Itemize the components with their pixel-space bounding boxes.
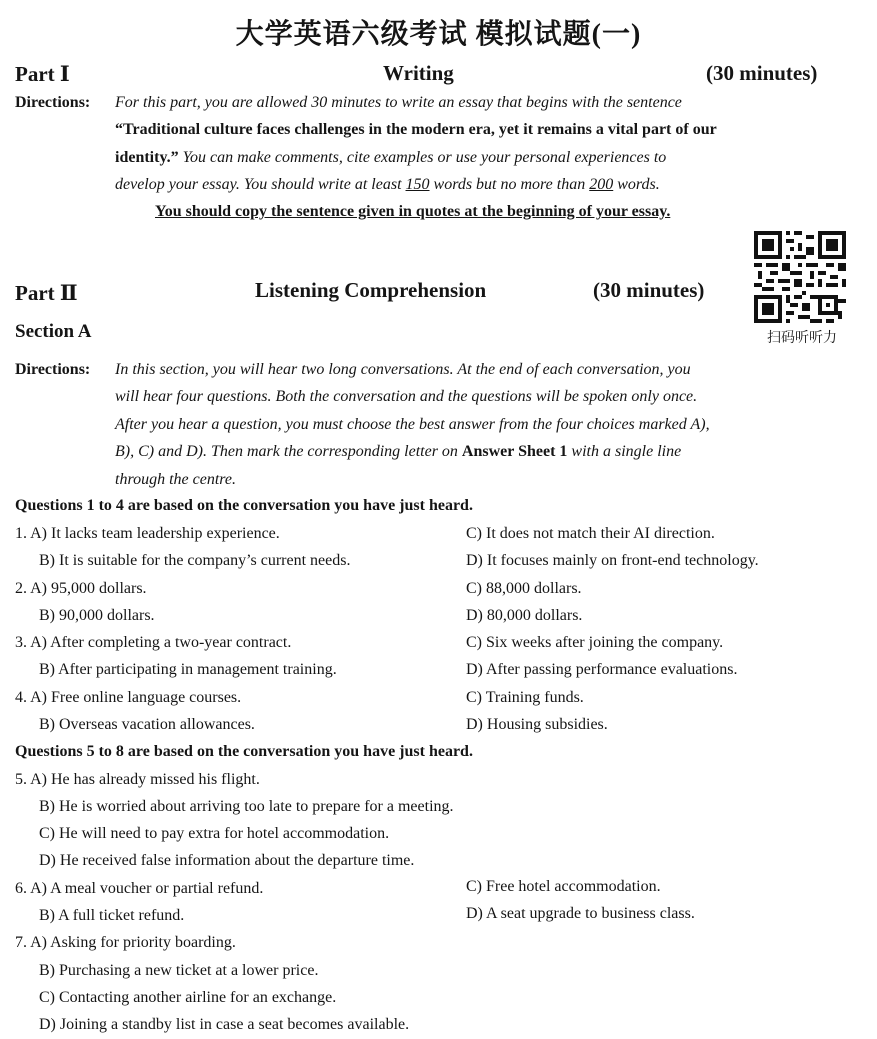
q7-option-c[interactable]: C) Contacting another airline for an exchange. (39, 989, 337, 1006)
q3-option-c[interactable]: C) Six weeks after joining the company. (466, 634, 724, 651)
q3-option-d[interactable]: D) After passing performance evaluations. (466, 661, 738, 678)
part2-directions-line-5: through the centre. (115, 471, 237, 488)
part2-directions-line-1: In this section, you will hear two long conversations. At the end of each conversation, you (115, 361, 691, 378)
q5-option-b[interactable]: B) He is worried about arriving too late to prepare for a meeting. (39, 798, 454, 815)
part1-directions-line-4-c: words. (613, 176, 660, 193)
q5-option-c[interactable]: C) He will need to pay extra for hotel accommodation. (39, 825, 390, 842)
part1-directions-line-3 (115, 149, 666, 167)
q2-option-a[interactable]: 2. A) 95,000 dollars. (15, 580, 147, 597)
question-group-1-heading: Questions 1 to 4 are based on the conversation you have just heard. (15, 497, 473, 514)
essay-prompt-sentence: “Traditional culture faces challenges in the modern era, yet it remains a vital part of our (115, 121, 717, 138)
q4-option-d[interactable]: D) Housing subsidies. (466, 716, 608, 733)
part2-directions-line-4-a: B), C) and D). Then mark the corresponding letter on (115, 443, 462, 460)
q1-option-d[interactable]: D) It focuses mainly on front-end technology. (466, 552, 759, 569)
q6-option-c[interactable]: C) Free hotel accommodation. (466, 878, 661, 895)
q1-option-c[interactable]: C) It does not match their AI direction. (466, 525, 715, 542)
q2-option-c[interactable]: C) 88,000 dollars. (466, 580, 582, 597)
q3-option-b[interactable]: B) After participating in management training. (39, 661, 337, 678)
question-group-2-heading: Questions 5 to 8 are based on the conversation you have just heard. (15, 743, 473, 760)
part2-name: Listening Comprehension (255, 278, 487, 302)
q7-option-b[interactable]: B) Purchasing a new ticket at a lower price. (39, 962, 319, 979)
q3-option-a[interactable]: 3. A) After completing a two-year contract. (15, 634, 292, 651)
part1-copy-note: You should copy the sentence given in quotes at the beginning of your essay. (155, 203, 671, 220)
part2-directions-line-4 (115, 443, 681, 461)
part1-directions-label: Directions: (15, 94, 91, 111)
q1-option-a[interactable]: 1. A) It lacks team leadership experience. (15, 525, 280, 542)
part2-directions-line-3: After you hear a question, you must choose the best answer from the four choices marked A), (115, 416, 710, 433)
part2-directions-line-4-b: with a single line (567, 443, 682, 460)
q7-option-a[interactable]: 7. A) Asking for priority boarding. (15, 934, 236, 951)
q4-option-a[interactable]: 4. A) Free online language courses. (15, 689, 242, 706)
q2-option-d[interactable]: D) 80,000 dollars. (466, 607, 583, 624)
part1-directions-line-4-a: develop your essay. You should write at least (115, 176, 406, 193)
part1-directions-line-3-text: You can make comments, cite examples or use your personal experiences to (178, 149, 667, 166)
q6-option-d[interactable]: D) A seat upgrade to business class. (466, 905, 695, 922)
q4-option-b[interactable]: B) Overseas vacation allowances. (39, 716, 255, 733)
qr-code-icon[interactable] (754, 231, 846, 323)
part1-name: Writing (383, 61, 454, 85)
min-words: 150 (405, 176, 430, 193)
q4-option-c[interactable]: C) Training funds. (466, 689, 584, 706)
max-words: 200 (589, 176, 614, 193)
q1-option-b[interactable]: B) It is suitable for the company’s current needs. (39, 552, 351, 569)
part1-directions-line-1: For this part, you are allowed 30 minutes to write an essay that begins with the sentence (115, 94, 682, 111)
part2-directions-label: Directions: (15, 361, 91, 378)
answer-sheet-ref: Answer Sheet 1 (461, 443, 568, 460)
qr-caption: 扫码听听力 (767, 330, 837, 346)
part1-directions-line-4-b: words but no more than (429, 176, 590, 193)
part1-time: (30 minutes) (706, 61, 818, 85)
q5-option-d[interactable]: D) He received false information about the departure time. (39, 852, 415, 869)
part2-label: Part Ⅱ (15, 281, 78, 305)
q2-option-b[interactable]: B) 90,000 dollars. (39, 607, 155, 624)
part2-time: (30 minutes) (593, 278, 705, 302)
page-title: 大学英语六级考试 模拟试题(一) (235, 19, 642, 50)
part1-directions-line-4 (115, 176, 660, 194)
q6-option-b[interactable]: B) A full ticket refund. (39, 907, 185, 924)
section-a-heading: Section A (15, 321, 92, 342)
part2-directions-line-2: will hear four questions. Both the conversation and the questions will be spoken only once. (115, 388, 698, 405)
q7-option-d[interactable]: D) Joining a standby list in case a seat becomes available. (39, 1016, 410, 1033)
q5-option-a[interactable]: 5. A) He has already missed his flight. (15, 771, 260, 788)
part1-label: Part Ⅰ (15, 62, 70, 86)
essay-prompt-sentence-end: identity.” (115, 149, 179, 166)
q6-option-a[interactable]: 6. A) A meal voucher or partial refund. (15, 880, 264, 897)
